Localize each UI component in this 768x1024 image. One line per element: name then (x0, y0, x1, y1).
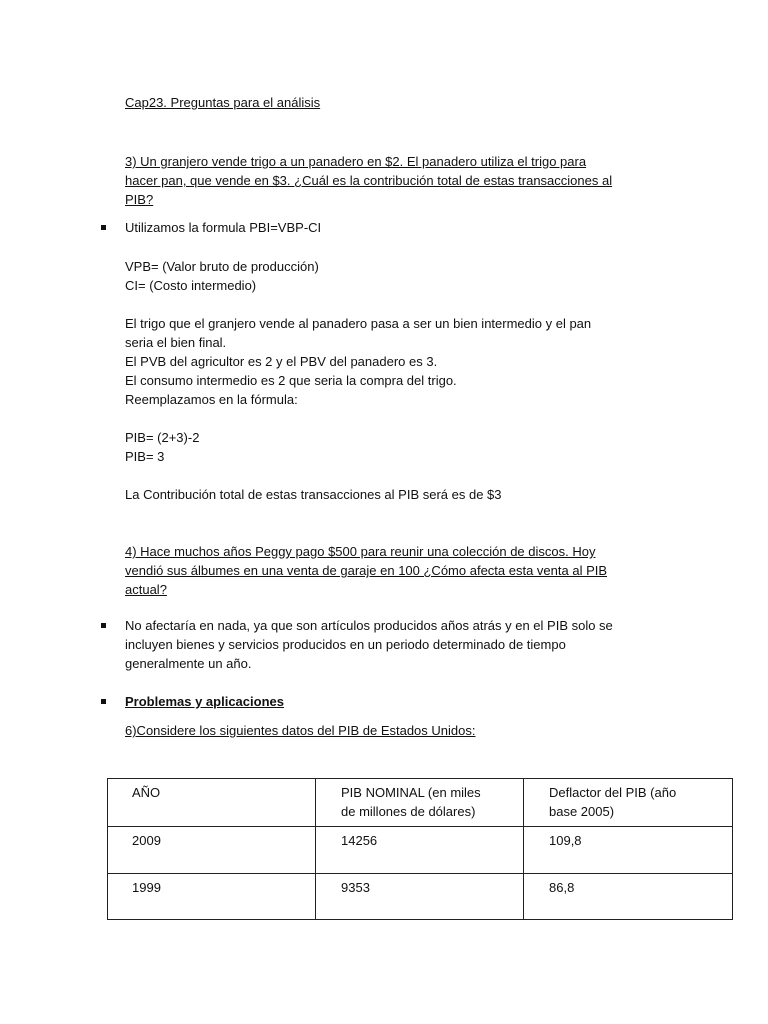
answer-3-line-5: seria el bien final. (125, 335, 227, 350)
answer-3-line-2: VPB= (Valor bruto de producción) (125, 259, 319, 274)
answer-3-line-4: El trigo que el granjero vende al panadero pasa a ser un bien intermedio y el pan (125, 316, 592, 331)
question-4-line-3: actual? (125, 582, 167, 597)
answer-3-line-9: PIB= (2+3)-2 (125, 430, 200, 445)
table-row (108, 827, 733, 874)
bullet-marker-icon (101, 623, 106, 628)
answer-3-line-3: CI= (Costo intermedio) (125, 278, 257, 293)
table-cell: 9353 (316, 874, 524, 920)
answer-3-line-6: El PVB del agricultor es 2 y el PBV del panadero es 3. (125, 354, 438, 369)
answer-4-line-2: incluyen bienes y servicios producidos en un periodo determinado de tiempo (125, 637, 566, 652)
table-cell: 1999 (108, 874, 316, 920)
header-cell-nominal-gdp: PIB NOMINAL (en miles de millones de dólares) (316, 779, 524, 827)
table-cell: 14256 (316, 827, 524, 874)
header-cell-year: AÑO (108, 779, 316, 827)
answer-4-line-3: generalmente un año. (125, 656, 252, 671)
question-4-line-2: vendió sus álbumes en una venta de garaje en 100 ¿Cómo afecta esta venta al PIB (125, 563, 608, 578)
question-3-line-3: PIB? (125, 192, 154, 207)
header-cell-deflator: Deflactor del PIB (año base 2005) (524, 779, 733, 827)
bullet-marker-icon (101, 225, 106, 230)
table-row (108, 874, 733, 920)
bullet-marker-icon (101, 699, 106, 704)
question-3-line-2: hacer pan, que vende en $3. ¿Cuál es la contribución total de estas transacciones al (125, 173, 613, 188)
question-4-line-1: 4) Hace muchos años Peggy pago $500 para reunir una colección de discos. Hoy (125, 544, 596, 559)
page-title: Cap23. Preguntas para el análisis (125, 95, 321, 110)
answer-4-line-1: No afectaría en nada, ya que son artículos producidos años atrás y en el PIB solo se (125, 618, 613, 633)
table-cell: 109,8 (524, 827, 733, 874)
answer-3-line-10: PIB= 3 (125, 449, 165, 464)
table-cell: 2009 (108, 827, 316, 874)
answer-3-line-1: Utilizamos la formula PBI=VBP-CI (125, 220, 322, 235)
answer-3-line-8: Reemplazamos en la fórmula: (125, 392, 298, 407)
question-6: 6)Considere los siguientes datos del PIB de Estados Unidos: (125, 723, 476, 738)
table-header-row (108, 779, 733, 827)
answer-3-conclusion: La Contribución total de estas transacciones al PIB será es de $3 (125, 487, 502, 502)
table-cell: 86,8 (524, 874, 733, 920)
question-3-line-1: 3) Un granjero vende trigo a un panadero en $2. El panadero utiliza el trigo para (125, 154, 587, 169)
gdp-table (107, 778, 733, 920)
answer-3-line-7: El consumo intermedio es 2 que seria la compra del trigo. (125, 373, 457, 388)
section-heading: Problemas y aplicaciones (125, 694, 284, 709)
